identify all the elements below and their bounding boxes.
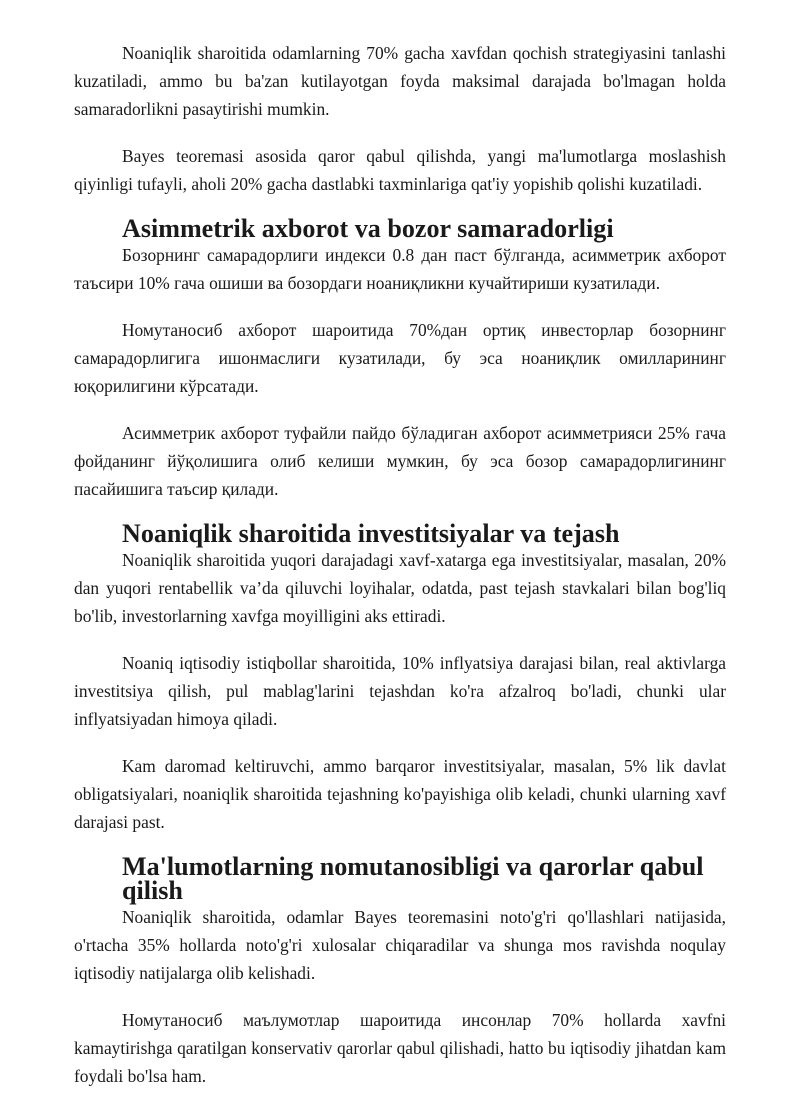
section-investments-savings [74, 519, 726, 836]
paragraph: Номутаносиб маълумотлар шароитида инсонлар 70% hollarda xavfni kamaytirishga qaratilgan konservativ qarorlar qabul qilishadi, hatto bu iqtisodiy jihatdan kam foydali bo'lsa ham. [74, 1010, 726, 1086]
section-heading: Asimmetrik axborot va bozor samaradorligi [122, 214, 614, 243]
paragraph: Асимметрик ахборот туфайли пайдо бўладиган ахборот асимметрияси 25% гача фойданинг йўқолишига олиб келиши мумкин, бу эса бозор самарадорлигининг пасайишига таъсир қилади. [74, 423, 726, 499]
section-heading: Noaniqlik sharoitida investitsiyalar va tejash [122, 519, 620, 548]
paragraph: Бозорнинг самарадорлиги индекси 0.8 дан паст бўлганда, асимметрик ахборот таъсири 10% гача ошиши ва бозордаги ноаниқликни кучайтириши кузатилади. [74, 245, 726, 293]
paragraph: Kam daromad keltiruvchi, ammo barqaror investitsiyalar, masalan, 5% lik davlat obligatsiyalari, noaniqlik sharoitida tejashning ko'payishiga olib keladi, chunki ularning xavf darajasi past. [74, 756, 726, 832]
paragraph: Noaniqlik sharoitida, odamlar Bayes teoremasini noto'g'ri qo'llashlari natijasida, o'rtacha 35% hollarda noto'g'ri xulosalar chiqaradilar va shunga mos ravishda noqulay iqtisodiy natijalarga olib kelishadi. [74, 907, 726, 983]
section-heading: Ma'lumotlarning nomutanosibligi va qarorlar qabul qilish [122, 852, 704, 905]
paragraph: Noaniqlik sharoitida odamlarning 70% gacha xavfdan qochish strategiyasini tanlashi kuzatiladi, ammo bu ba'zan kutilayotgan foyda maksimal darajada bo'lmagan holda samaradorlikni pasaytirishi mumkin. [74, 43, 726, 119]
section-information-imbalance [74, 852, 726, 1090]
document-body [74, 39, 726, 1109]
paragraph: Noaniq iqtisodiy istiqbollar sharoitida, 10% inflyatsiya darajasi bilan, real aktivlarga investitsiya qilish, pul mablag'larini tejashdan ko'ra afzalroq bo'ladi, chunki ular inflyatsiyadan himoya qiladi. [74, 653, 726, 729]
paragraph: Bayes teoremasi asosida qaror qabul qilishda, yangi ma'lumotlarga moslashish qiyinligi tufayli, aholi 20% gacha dastlabki taxminlariga qat'iy yopishib qolishi kuzatiladi. [74, 146, 726, 194]
paragraph: Noaniqlik sharoitida yuqori darajadagi xavf-xatarga ega investitsiyalar, masalan, 20% dan yuqori rentabellik va’da qiluvchi loyihalar, odatda, past tejash stavkalari bilan bog'liq bo'lib, investorlarning xavfga moyilligini aks ettiradi. [74, 550, 726, 626]
section-asymmetric-information [74, 214, 726, 503]
paragraph: Номутаносиб ахборот шароитида 70%дан ортиқ инвесторлар бозорнинг самарадорлигига ишонмаслиги кузатилади, бу эса ноаниқлик омилларининг юқорилигини кўрсатади. [74, 320, 726, 396]
